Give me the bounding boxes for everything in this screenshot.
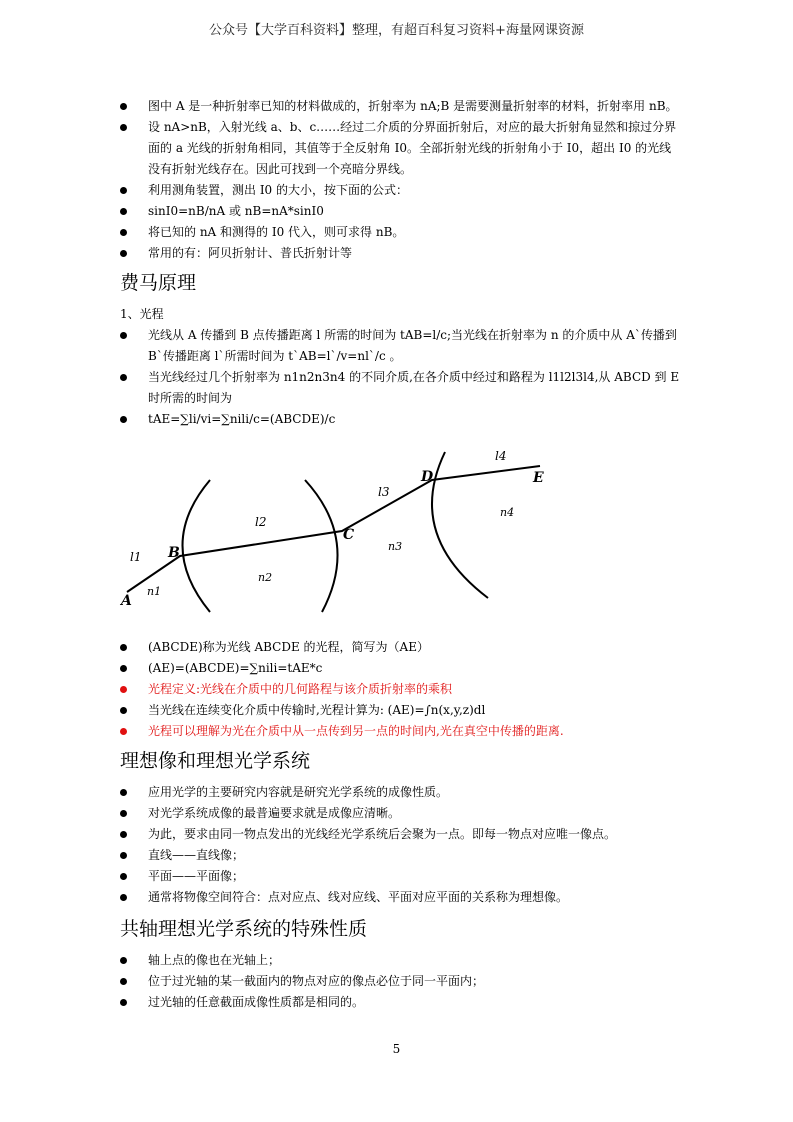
bullet-icon [120,665,127,672]
bullet-icon [120,103,127,110]
bullet-icon [120,208,127,215]
list-item: 当光线经过几个折射率为 n1n2n3n4 的不同介质,在各介质中经过和路程为 l1l2l3l4,从 ABCD 到 E 时所需的时间为 [120,367,680,409]
section-heading-fermat: 费马原理 [120,272,197,294]
segment-label: l1 [130,550,142,564]
refractometer-list [120,96,680,264]
list-item: 光线从 A 传播到 B 点传播距离 l 所需的时间为 tAB=l/c;当光线在折射率为 n 的介质中从 A`传播到 B`传播距离 l`所需时间为 t`AB=l`/v=nl`/c 。 [120,325,680,367]
list-item: tAE=∑li/vi=∑nili/c=(ABCDE)/c [120,409,680,430]
bullet-icon [120,728,127,735]
bullet-icon [120,978,127,985]
medium-label: n1 [147,585,162,598]
list-item: 设 nA>nB，入射光线 a、b、c……经过二介质的分界面折射后，对应的最大折射角显然和掠过分界面的 a 光线的折射角相同，其值等于全反射角 I0。全部折射光线的折射角小于 I0，超出 I0 的光线没有折射光线存在。因此可找到一个亮暗分界线。 [120,117,680,180]
list-item: 通常将物像空间符合：点对应点、线对应线、平面对应平面的关系称为理想像。 [120,887,680,908]
section-heading-coaxial: 共轴理想光学系统的特殊性质 [120,918,368,940]
bullet-icon [120,957,127,964]
optical-path-diagram [110,440,560,615]
bullet-icon [120,332,127,339]
point-label: C [343,527,355,543]
bullet-icon [120,873,127,880]
subsection-label: 1、光程 [120,307,164,321]
section-heading-ideal-image: 理想像和理想光学系统 [120,750,311,772]
bullet-icon [120,831,127,838]
bullet-icon [120,250,127,257]
optical-path-list [120,325,680,430]
list-item: (ABCDE)称为光线 ABCDE 的光程，简写为（AE） [120,637,680,658]
bullet-icon [120,810,127,817]
medium-label: n3 [388,540,403,553]
list-item-highlight: 光程可以理解为光在介质中从一点传到另一点的时间内,光在真空中传播的距离. [120,721,680,742]
segment-label: l4 [495,449,507,463]
coaxial-list [120,950,680,1013]
bullet-icon [120,789,127,796]
list-item: 对光学系统成像的最普遍要求就是成像应清晰。 [120,803,680,824]
list-item: 平面——平面像； [120,866,680,887]
bullet-icon [120,852,127,859]
list-item: 直线——直线像； [120,845,680,866]
bullet-icon [120,416,127,423]
optical-path-notes [120,637,680,742]
list-item: 当光线在连续变化介质中传输时,光程计算为: (AE)=∫n(x,y,z)dl [120,700,680,721]
point-label: E [533,470,544,486]
page-header: 公众号【大学百科资料】整理，有超百科复习资料+海量网课资源 [209,23,584,38]
list-item: 应用光学的主要研究内容就是研究光学系统的成像性质。 [120,782,680,803]
list-item: 利用测角装置，测出 I0 的大小，按下面的公式： [120,180,680,201]
bullet-icon [120,894,127,901]
list-item: 为此，要求由同一物点发出的光线经光学系统后会聚为一点。即每一物点对应唯一像点。 [120,824,680,845]
list-item: (AE)=(ABCDE)=∑nili=tAE*c [120,658,680,679]
list-item: 位于过光轴的某一截面内的物点对应的像点必位于同一平面内； [120,971,680,992]
bullet-icon [120,124,127,131]
bullet-icon [120,229,127,236]
list-item: 图中 A 是一种折射率已知的材料做成的，折射率为 nA;B 是需要测量折射率的材料，折射率用 nB。 [120,96,680,117]
page-number: 5 [392,1042,401,1056]
ideal-image-list [120,782,680,908]
optical-path-figure [110,440,560,615]
list-item: 将已知的 nA 和测得的 I0 代入，则可求得 nB。 [120,222,680,243]
bullet-icon [120,999,127,1006]
bullet-icon [120,707,127,714]
segment-label: l2 [255,515,267,529]
medium-label: n2 [258,571,273,584]
medium-label: n4 [500,506,515,519]
interface-arc-1 [183,480,211,612]
list-item-highlight: 光程定义:光线在介质中的几何路程与该介质折射率的乘积 [120,679,680,700]
segment-label: l3 [378,485,390,499]
bullet-icon [120,374,127,381]
point-label: A [121,593,132,609]
list-item: 轴上点的像也在光轴上； [120,950,680,971]
bullet-icon [120,187,127,194]
point-label: B [168,545,180,561]
interface-arc-2 [305,480,338,612]
bullet-icon [120,686,127,693]
list-item: 常用的有：阿贝折射计、普氏折射计等 [120,243,680,264]
point-label: D [421,469,434,485]
list-item: 过光轴的任意截面成像性质都是相同的。 [120,992,680,1013]
bullet-icon [120,644,127,651]
list-item: sinI0=nB/nA 或 nB=nA*sinI0 [120,201,680,222]
